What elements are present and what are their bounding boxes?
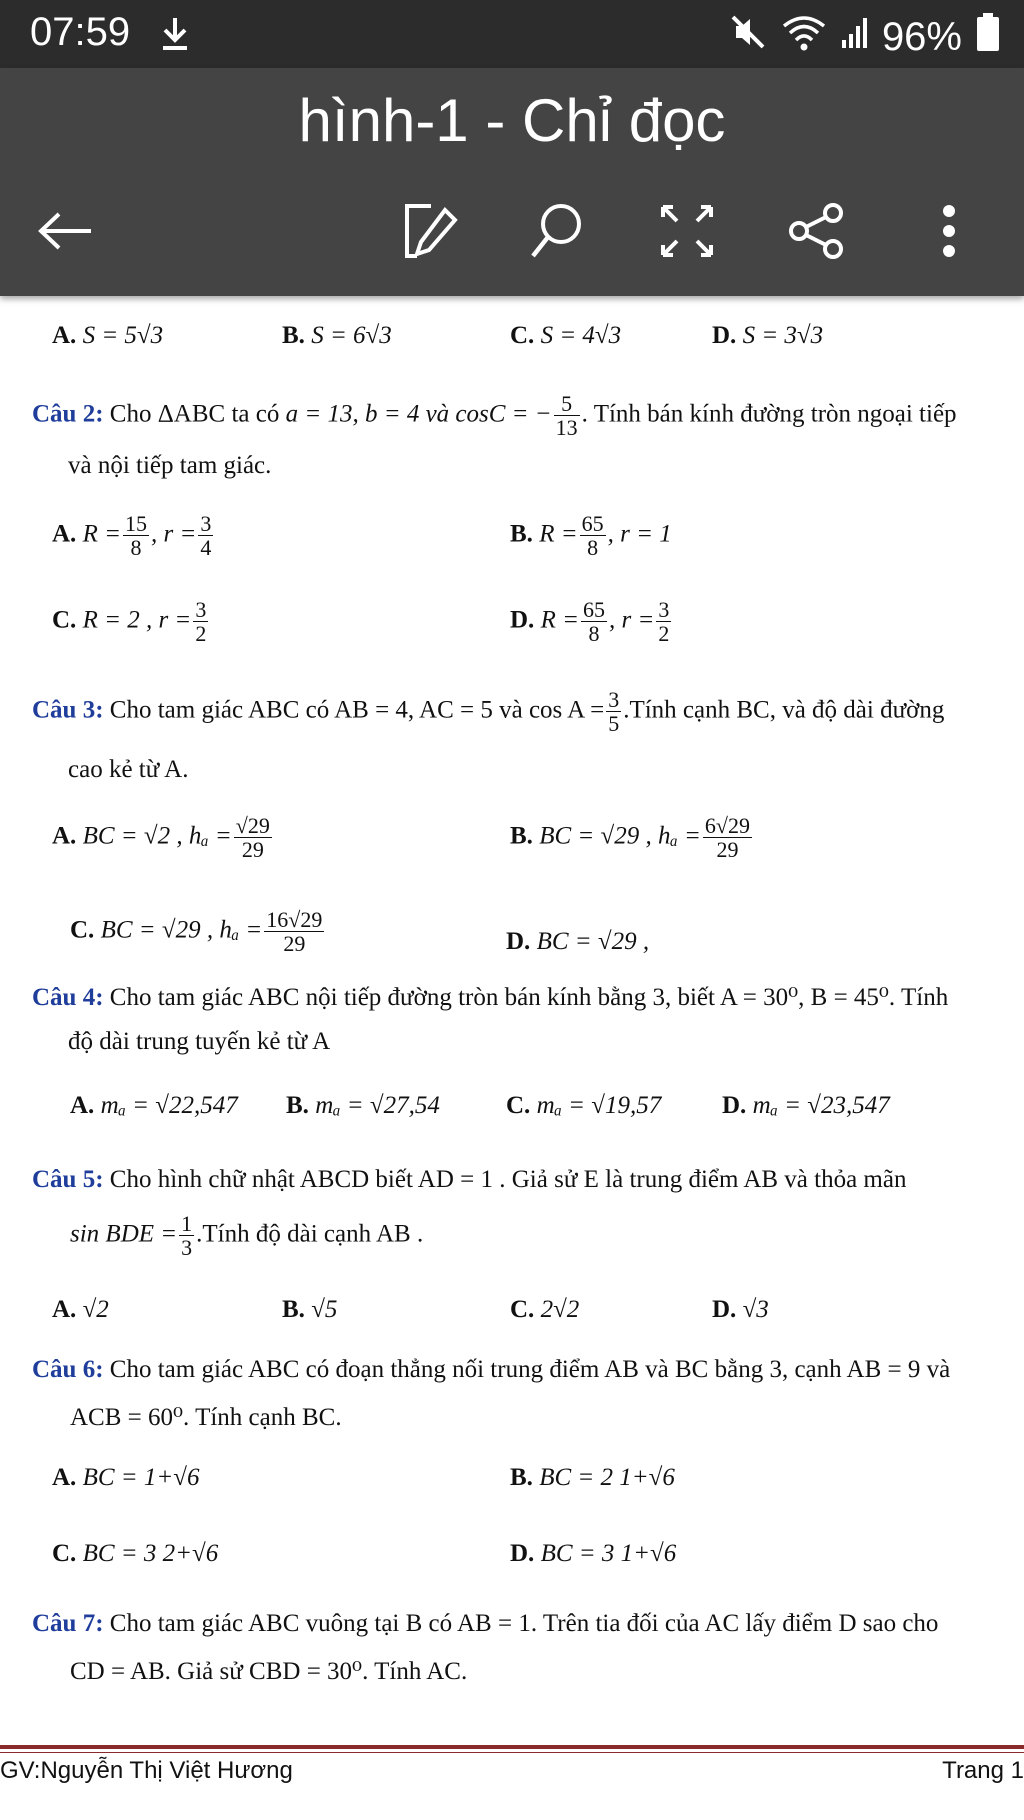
footer-rule	[0, 1745, 1024, 1749]
q5-option-c: C. 2√2	[510, 1296, 580, 1323]
q6-option-c: C. BC = 3 2+√6	[52, 1540, 219, 1567]
battery-percent: 96%	[881, 14, 962, 59]
q5-stem-line2: sin BDE = $\frac{1}{3}$ .Tính độ dài cạnh AB .	[70, 1211, 424, 1261]
q2-stem-line2: và nội tiếp tam giác.	[68, 452, 272, 479]
document-page[interactable]	[0, 296, 1024, 1820]
q2-option-d: D. R = $\frac{65}{8}$ , r = $\frac{3}{2}$	[510, 597, 670, 647]
q6-stem-line2: ACB = 60⁰. Tính cạnh BC.	[70, 1404, 342, 1431]
q1-option-b: B. S = 6√3	[282, 322, 392, 349]
share-button[interactable]	[782, 196, 852, 266]
battery-icon	[976, 12, 1000, 62]
app-bar	[0, 68, 1024, 296]
q5-option-b: B. √5	[282, 1296, 338, 1323]
q4-option-a: A. mₐ = √22,547	[70, 1092, 238, 1119]
q2-stem: Câu 2: Cho ΔABC ta có a = 13, b = 4 và cosC = − $\frac{5}{13}$ . Tính bán kính đường tròn ngoại tiếp	[32, 391, 957, 441]
footer-author: GV:Nguyễn Thị Việt Hương	[0, 1757, 293, 1784]
q2-option-c: C. R = 2 , r = $\frac{3}{2}$	[52, 597, 207, 647]
q7-stem: Câu 7: Cho tam giác ABC vuông tại B có AB = 1. Trên tia đối của AC lấy điểm D sao cho	[32, 1610, 939, 1637]
q3-stem-line2: cao kẻ từ A.	[68, 756, 189, 783]
q7-label: Câu 7:	[32, 1610, 104, 1637]
fullscreen-button[interactable]	[652, 196, 722, 266]
more-vertical-icon	[939, 203, 959, 259]
q4-option-c: C. mₐ = √19,57	[506, 1092, 662, 1119]
q7-stem-line2: CD = AB. Giả sử CBD = 30⁰. Tính AC.	[70, 1658, 468, 1685]
q4-stem-line2: độ dài trung tuyến kẻ từ A	[68, 1028, 331, 1055]
q1-option-c: C. S = 4√3	[510, 322, 622, 349]
search-icon	[527, 200, 587, 262]
q6-option-a: A. BC = 1+√6	[52, 1464, 200, 1491]
q3-stem: Câu 3: Cho tam giác ABC có AB = 4, AC = 5 và cos A = $\frac{3}{5}$ .Tính cạnh BC, và độ dài đường	[32, 687, 945, 737]
edit-pen-icon	[401, 200, 461, 262]
q5-stem: Câu 5: Cho hình chữ nhật ABCD biết AD = 1 . Giả sử E là trung điểm AB và thỏa mãn	[32, 1166, 907, 1193]
q4-option-d: D. mₐ = √23,547	[722, 1092, 890, 1119]
footer-page-number: Trang 1	[942, 1757, 1024, 1784]
wifi-icon	[782, 12, 826, 62]
q1-option-a: A. S = 5√3	[52, 322, 164, 349]
q5-option-d: D. √3	[712, 1296, 769, 1323]
status-bar	[0, 0, 1024, 68]
q3-label: Câu 3:	[32, 696, 104, 724]
q2-label: Câu 2:	[32, 400, 104, 428]
footer-rule-thin	[0, 1752, 1024, 1753]
q4-option-b: B. mₐ = √27,54	[286, 1092, 440, 1119]
q3-option-c: C. BC = √29 , hₐ = $\frac{16√29}{29}$	[70, 907, 323, 957]
more-options-button[interactable]	[914, 196, 984, 266]
search-button[interactable]	[522, 196, 592, 266]
q6-option-b: B. BC = 2 1+√6	[510, 1464, 675, 1491]
q4-label: Câu 4:	[32, 984, 104, 1011]
q6-option-d: D. BC = 3 1+√6	[510, 1540, 677, 1567]
document-title: hình-1 - Chỉ đọc	[298, 87, 726, 154]
edit-button[interactable]	[396, 196, 466, 266]
q6-stem: Câu 6: Cho tam giác ABC có đoạn thẳng nối trung điểm AB và BC bằng 3, cạnh AB = 9 và	[32, 1356, 951, 1383]
back-arrow-icon	[35, 206, 95, 256]
q3-option-a: A. BC = √2 , hₐ = $\frac{√29}{29}$	[52, 813, 270, 863]
q6-label: Câu 6:	[32, 1356, 104, 1383]
q2-option-b: B. R = $\frac{65}{8}$ , r = 1	[510, 511, 672, 561]
q3-option-b: B. BC = √29 , hₐ = $\frac{6√29}{29}$	[510, 813, 750, 863]
q3-option-d: D. BC = √29 ,	[506, 928, 650, 955]
download-icon	[160, 16, 190, 57]
q2-option-a: A. R = $\frac{15}{8}$ , r = $\frac{3}{4}$	[52, 511, 212, 561]
expand-icon	[659, 203, 715, 259]
status-time: 07:59	[30, 10, 131, 54]
q4-stem: Câu 4: Cho tam giác ABC nội tiếp đường tròn bán kính bằng 3, biết A = 30⁰, B = 45⁰. Tính	[32, 984, 949, 1011]
mute-icon	[728, 12, 768, 62]
q5-option-a: A. √2	[52, 1296, 109, 1323]
back-button[interactable]	[30, 196, 100, 266]
q1-option-d: D. S = 3√3	[712, 322, 824, 349]
signal-icon	[840, 14, 868, 60]
q5-label: Câu 5:	[32, 1166, 104, 1193]
share-icon	[787, 201, 847, 261]
